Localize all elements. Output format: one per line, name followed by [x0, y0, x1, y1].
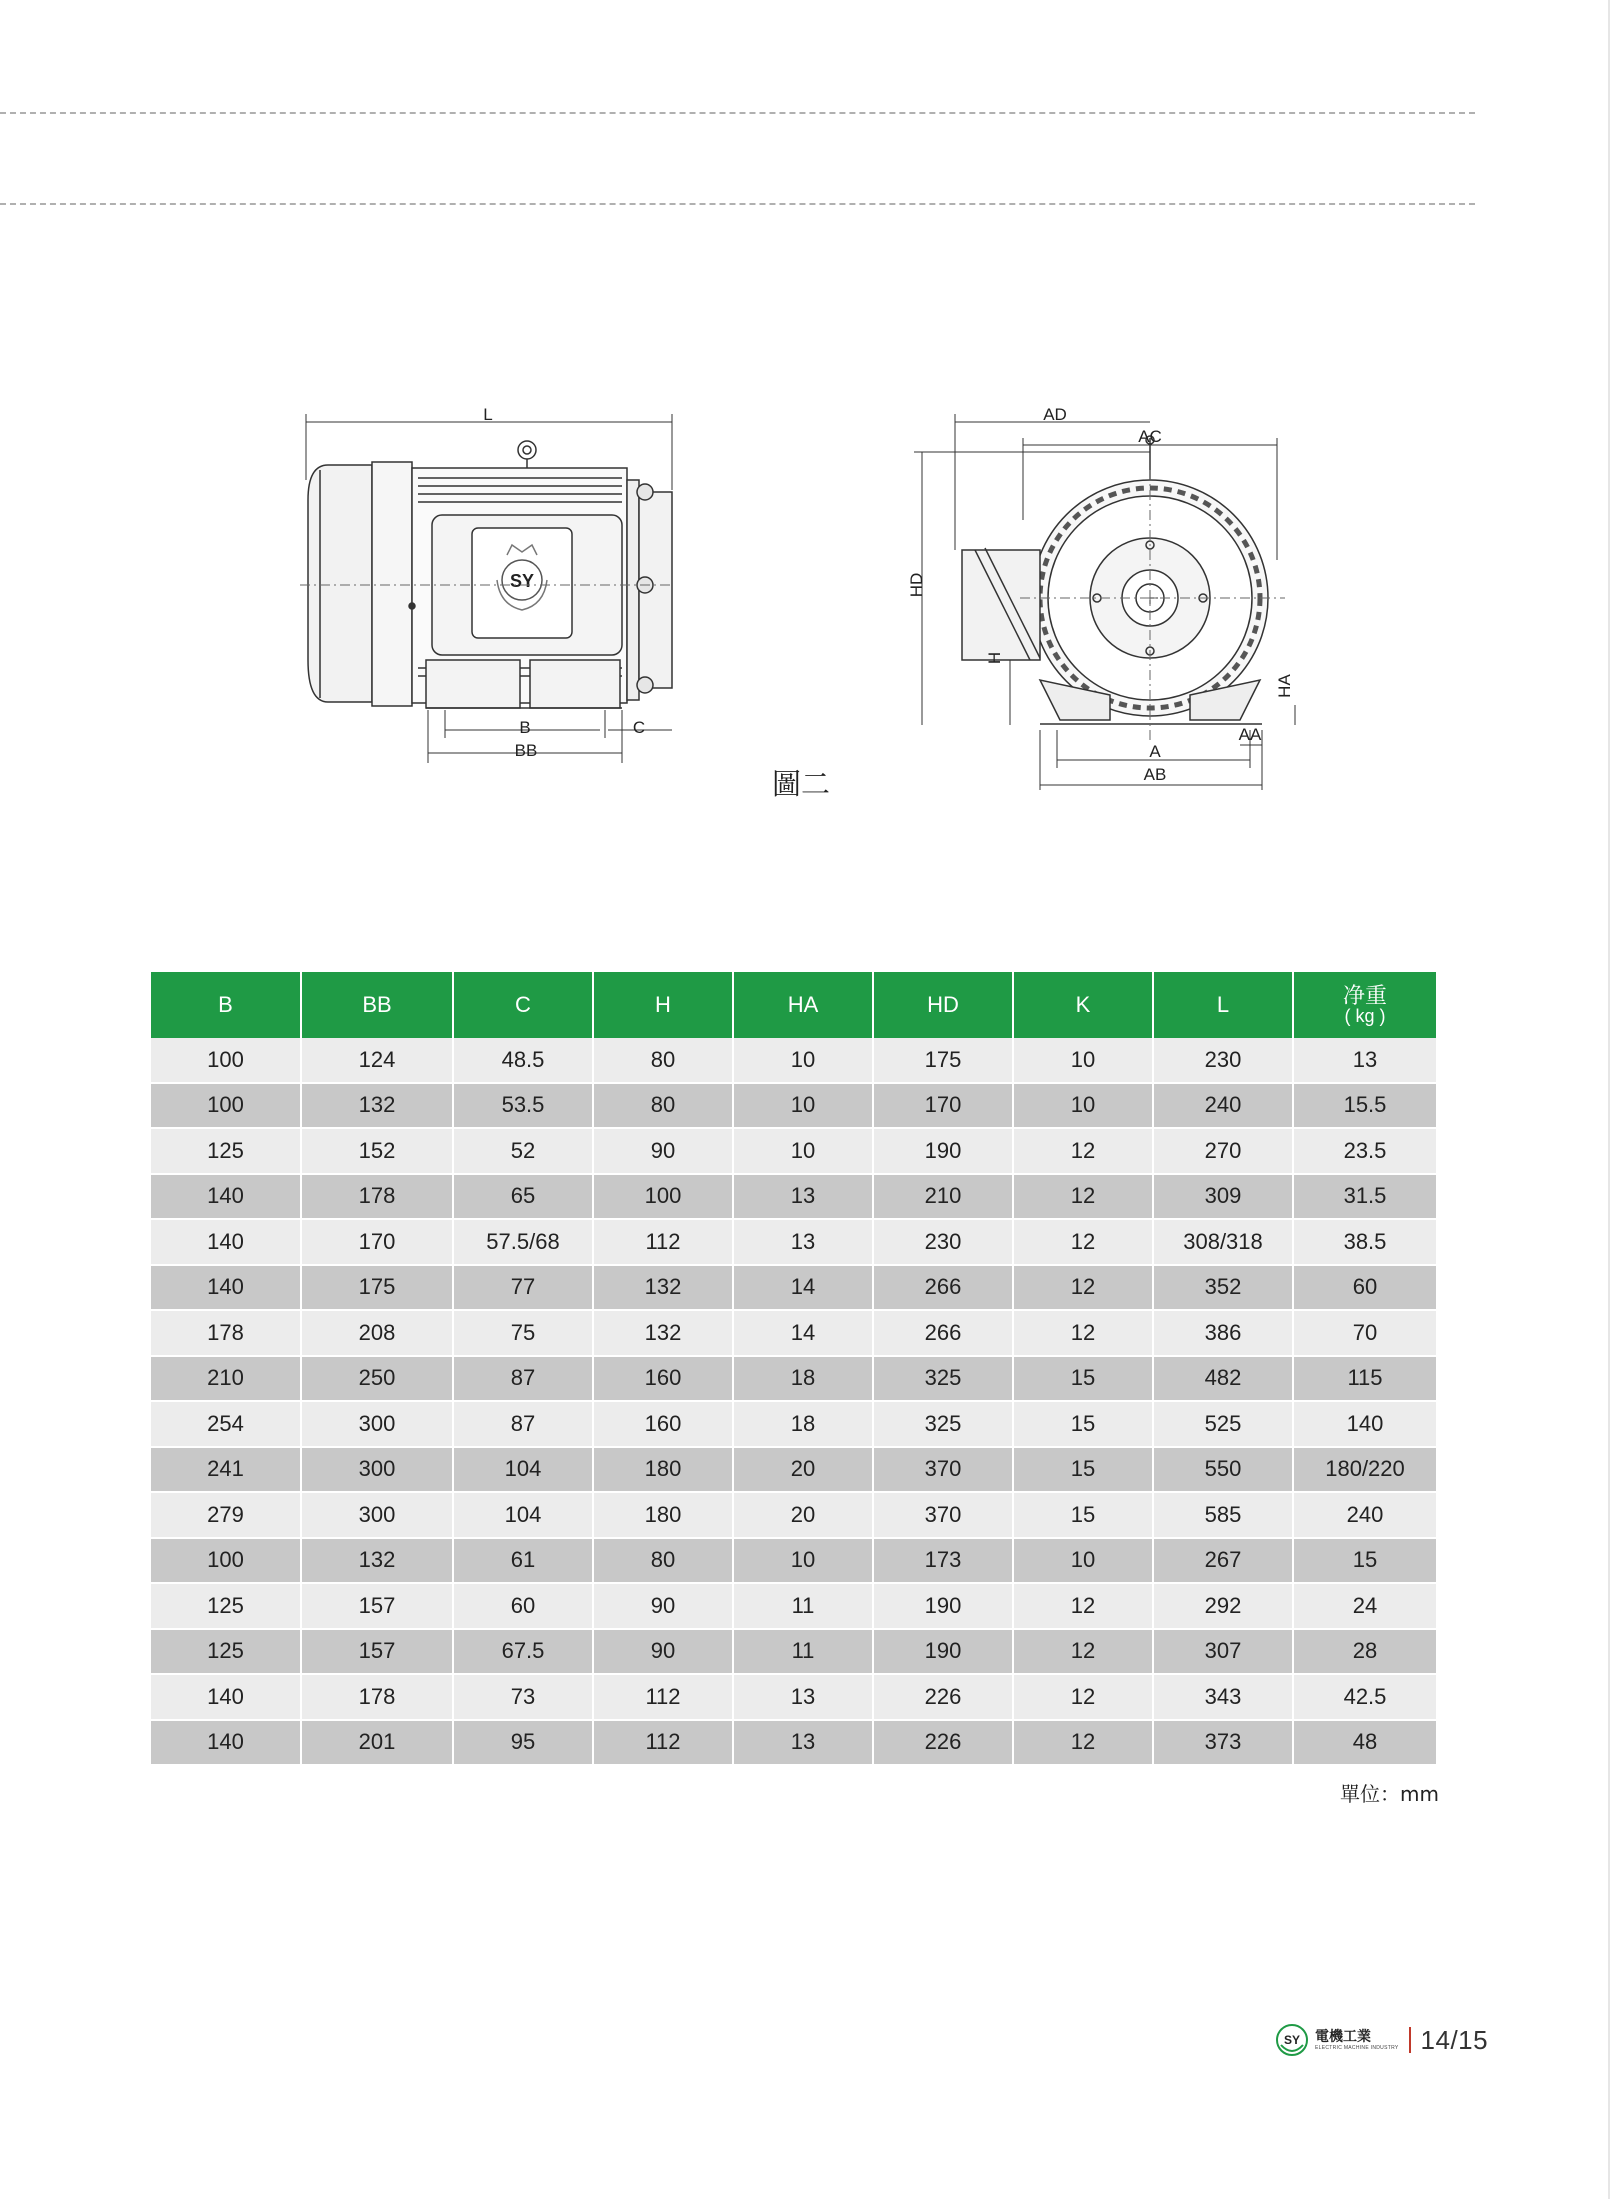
table-cell: 190 [873, 1629, 1013, 1675]
table-cell: 12 [1013, 1583, 1153, 1629]
table-cell: 352 [1153, 1265, 1293, 1311]
table-cell: 104 [453, 1447, 593, 1493]
table-cell: 266 [873, 1310, 1013, 1356]
dim-label-AD: AD [1043, 405, 1067, 424]
table-cell: 370 [873, 1492, 1013, 1538]
unit-note: 單位：mm [1340, 1782, 1439, 1806]
table-cell: 178 [301, 1174, 453, 1220]
table-cell: 28 [1293, 1629, 1436, 1675]
column-header: HD [873, 972, 1013, 1038]
table-row [151, 1038, 1436, 1083]
dim-label-H: H [985, 651, 1004, 665]
table-header-row [151, 972, 1436, 1038]
table-cell: 370 [873, 1447, 1013, 1493]
table-cell: 132 [593, 1265, 733, 1311]
table-cell: 170 [301, 1219, 453, 1265]
table-cell: 343 [1153, 1674, 1293, 1720]
brand-name-en: ELECTRIC MACHINE INDUSTRY [1315, 2044, 1399, 2051]
table-cell: 140 [151, 1265, 301, 1311]
table-cell: 14 [733, 1310, 873, 1356]
table-cell: 386 [1153, 1310, 1293, 1356]
table-cell: 180 [593, 1447, 733, 1493]
dimensions-table [151, 972, 1436, 1766]
dim-label-HA: HA [1275, 674, 1294, 698]
table-cell: 15 [1293, 1538, 1436, 1584]
table-cell: 210 [873, 1174, 1013, 1220]
table-cell: 140 [151, 1674, 301, 1720]
table-cell: 160 [593, 1401, 733, 1447]
dim-label-AA: AA [1238, 725, 1262, 744]
table-row [151, 1219, 1436, 1265]
table-cell: 12 [1013, 1174, 1153, 1220]
table-cell: 12 [1013, 1629, 1153, 1675]
table-cell: 10 [733, 1083, 873, 1129]
column-header: C [453, 972, 593, 1038]
table-cell: 140 [151, 1720, 301, 1766]
table-cell: 75 [453, 1310, 593, 1356]
table-cell: 279 [151, 1492, 301, 1538]
table-cell: 10 [1013, 1083, 1153, 1129]
table-cell: 230 [873, 1219, 1013, 1265]
table-cell: 13 [733, 1674, 873, 1720]
table-cell: 132 [301, 1538, 453, 1584]
table-cell: 15 [1013, 1492, 1153, 1538]
table-row [151, 1583, 1436, 1629]
table-cell: 250 [301, 1356, 453, 1402]
table-cell: 12 [1013, 1128, 1153, 1174]
table-cell: 15 [1013, 1401, 1153, 1447]
table-cell: 112 [593, 1674, 733, 1720]
table-cell: 60 [1293, 1265, 1436, 1311]
dim-label-A: A [1149, 742, 1161, 761]
table-cell: 87 [453, 1356, 593, 1402]
dim-label-AC: AC [1138, 427, 1162, 446]
table-cell: 140 [151, 1174, 301, 1220]
table-cell: 226 [873, 1674, 1013, 1720]
dim-label-L: L [483, 405, 493, 424]
dashed-rule-top [0, 112, 1475, 114]
table-cell: 24 [1293, 1583, 1436, 1629]
table-cell: 10 [733, 1128, 873, 1174]
table-cell: 52 [453, 1128, 593, 1174]
table-cell: 230 [1153, 1038, 1293, 1083]
table-cell: 157 [301, 1629, 453, 1675]
table-cell: 20 [733, 1447, 873, 1493]
table-cell: 18 [733, 1356, 873, 1402]
brand-name: 電機工業 [1315, 2028, 1371, 2045]
table-cell: 80 [593, 1038, 733, 1083]
footer [1275, 2020, 1488, 2060]
table-cell: 100 [151, 1538, 301, 1584]
table-cell: 124 [301, 1038, 453, 1083]
table-cell: 10 [733, 1038, 873, 1083]
table-row [151, 1629, 1436, 1675]
motor-drawings [0, 380, 1610, 800]
footer-logo-text: SY [1283, 2033, 1301, 2047]
table-cell: 325 [873, 1356, 1013, 1402]
table-body [151, 1038, 1436, 1765]
table-cell: 173 [873, 1538, 1013, 1584]
table-cell: 292 [1153, 1583, 1293, 1629]
column-header: B [151, 972, 301, 1038]
table-cell: 10 [1013, 1038, 1153, 1083]
table-cell: 23.5 [1293, 1128, 1436, 1174]
table-cell: 309 [1153, 1174, 1293, 1220]
table-cell: 300 [301, 1401, 453, 1447]
table-cell: 95 [453, 1720, 593, 1766]
table-cell: 57.5/68 [453, 1219, 593, 1265]
table-cell: 48.5 [453, 1038, 593, 1083]
table-cell: 77 [453, 1265, 593, 1311]
table-cell: 180/220 [1293, 1447, 1436, 1493]
table-cell: 80 [593, 1538, 733, 1584]
brand-logo-icon [1275, 2023, 1309, 2057]
column-header: L [1153, 972, 1293, 1038]
table-cell: 152 [301, 1128, 453, 1174]
table-row [151, 1538, 1436, 1584]
table-cell: 178 [301, 1674, 453, 1720]
table-row [151, 1447, 1436, 1493]
table-row [151, 1265, 1436, 1311]
table-cell: 20 [733, 1492, 873, 1538]
table-cell: 525 [1153, 1401, 1293, 1447]
table-cell: 170 [873, 1083, 1013, 1129]
dim-label-AB: AB [1143, 765, 1167, 784]
column-header: H [593, 972, 733, 1038]
table-cell: 300 [301, 1447, 453, 1493]
table-cell: 140 [151, 1219, 301, 1265]
table-cell: 585 [1153, 1492, 1293, 1538]
table-cell: 112 [593, 1720, 733, 1766]
table-cell: 31.5 [1293, 1174, 1436, 1220]
table-cell: 254 [151, 1401, 301, 1447]
table-row [151, 1356, 1436, 1402]
table-cell: 104 [453, 1492, 593, 1538]
table-cell: 13 [733, 1219, 873, 1265]
dim-label-HD: HD [907, 572, 926, 598]
table-row [151, 1492, 1436, 1538]
weight-unit: ( kg ) [1344, 1006, 1386, 1027]
page-number: 14/15 [1420, 2024, 1489, 2055]
table-cell: 11 [733, 1583, 873, 1629]
table-cell: 73 [453, 1674, 593, 1720]
table-cell: 175 [301, 1265, 453, 1311]
table-cell: 125 [151, 1128, 301, 1174]
table-cell: 178 [151, 1310, 301, 1356]
table-row [151, 1310, 1436, 1356]
table-cell: 90 [593, 1128, 733, 1174]
table-cell: 80 [593, 1083, 733, 1129]
table-cell: 325 [873, 1401, 1013, 1447]
table-cell: 48 [1293, 1720, 1436, 1766]
table-cell: 90 [593, 1583, 733, 1629]
table-cell: 61 [453, 1538, 593, 1584]
table-cell: 482 [1153, 1356, 1293, 1402]
table-row [151, 1674, 1436, 1720]
column-header: K [1013, 972, 1153, 1038]
table-cell: 12 [1013, 1674, 1153, 1720]
table-row [151, 1720, 1436, 1766]
table-cell: 12 [1013, 1219, 1153, 1265]
table-cell: 270 [1153, 1128, 1293, 1174]
table-cell: 550 [1153, 1447, 1293, 1493]
table-cell: 132 [301, 1083, 453, 1129]
table-cell: 18 [733, 1401, 873, 1447]
table-cell: 12 [1013, 1310, 1153, 1356]
table-cell: 12 [1013, 1265, 1153, 1311]
column-header: HA [733, 972, 873, 1038]
table-row [151, 1083, 1436, 1129]
table-cell: 132 [593, 1310, 733, 1356]
column-header: 净重 ( kg ) [1293, 972, 1436, 1038]
figure-caption: 圖二 [772, 767, 831, 801]
table-cell: 226 [873, 1720, 1013, 1766]
table-cell: 190 [873, 1583, 1013, 1629]
table-cell: 140 [1293, 1401, 1436, 1447]
side-logo-text: SY [509, 571, 535, 591]
table-cell: 240 [1153, 1083, 1293, 1129]
column-header: BB [301, 972, 453, 1038]
table-cell: 10 [1013, 1538, 1153, 1584]
table-cell: 308/318 [1153, 1219, 1293, 1265]
table-cell: 241 [151, 1447, 301, 1493]
table-cell: 157 [301, 1583, 453, 1629]
table-row [151, 1401, 1436, 1447]
table-cell: 373 [1153, 1720, 1293, 1766]
table-cell: 14 [733, 1265, 873, 1311]
table-cell: 13 [733, 1720, 873, 1766]
table-cell: 208 [301, 1310, 453, 1356]
table-cell: 210 [151, 1356, 301, 1402]
table-cell: 38.5 [1293, 1219, 1436, 1265]
table-cell: 190 [873, 1128, 1013, 1174]
table-cell: 60 [453, 1583, 593, 1629]
table-cell: 67.5 [453, 1629, 593, 1675]
table-cell: 53.5 [453, 1083, 593, 1129]
table-cell: 13 [733, 1174, 873, 1220]
table-cell: 100 [151, 1083, 301, 1129]
table-cell: 240 [1293, 1492, 1436, 1538]
table-cell: 87 [453, 1401, 593, 1447]
footer-separator [1409, 2027, 1411, 2053]
table-cell: 13 [1293, 1038, 1436, 1083]
table-cell: 180 [593, 1492, 733, 1538]
table-cell: 300 [301, 1492, 453, 1538]
table-cell: 70 [1293, 1310, 1436, 1356]
table-cell: 125 [151, 1629, 301, 1675]
table-cell: 65 [453, 1174, 593, 1220]
table-cell: 15.5 [1293, 1083, 1436, 1129]
table-cell: 175 [873, 1038, 1013, 1083]
table-cell: 42.5 [1293, 1674, 1436, 1720]
dim-label-B: B [519, 718, 531, 737]
table-cell: 100 [593, 1174, 733, 1220]
table-cell: 307 [1153, 1629, 1293, 1675]
dim-label-C: C [632, 718, 646, 737]
table-cell: 11 [733, 1629, 873, 1675]
table-cell: 15 [1013, 1447, 1153, 1493]
table-cell: 266 [873, 1265, 1013, 1311]
table-cell: 112 [593, 1219, 733, 1265]
table-cell: 115 [1293, 1356, 1436, 1402]
table-cell: 12 [1013, 1720, 1153, 1766]
table-cell: 125 [151, 1583, 301, 1629]
dim-label-BB: BB [514, 741, 538, 760]
side-view-drawing [300, 414, 672, 763]
table-cell: 201 [301, 1720, 453, 1766]
table-cell: 90 [593, 1629, 733, 1675]
table-cell: 10 [733, 1538, 873, 1584]
dashed-rule-second [0, 203, 1475, 205]
table-cell: 267 [1153, 1538, 1293, 1584]
table-cell: 100 [151, 1038, 301, 1083]
table-cell: 160 [593, 1356, 733, 1402]
table-row [151, 1128, 1436, 1174]
table-row [151, 1174, 1436, 1220]
table-cell: 15 [1013, 1356, 1153, 1402]
